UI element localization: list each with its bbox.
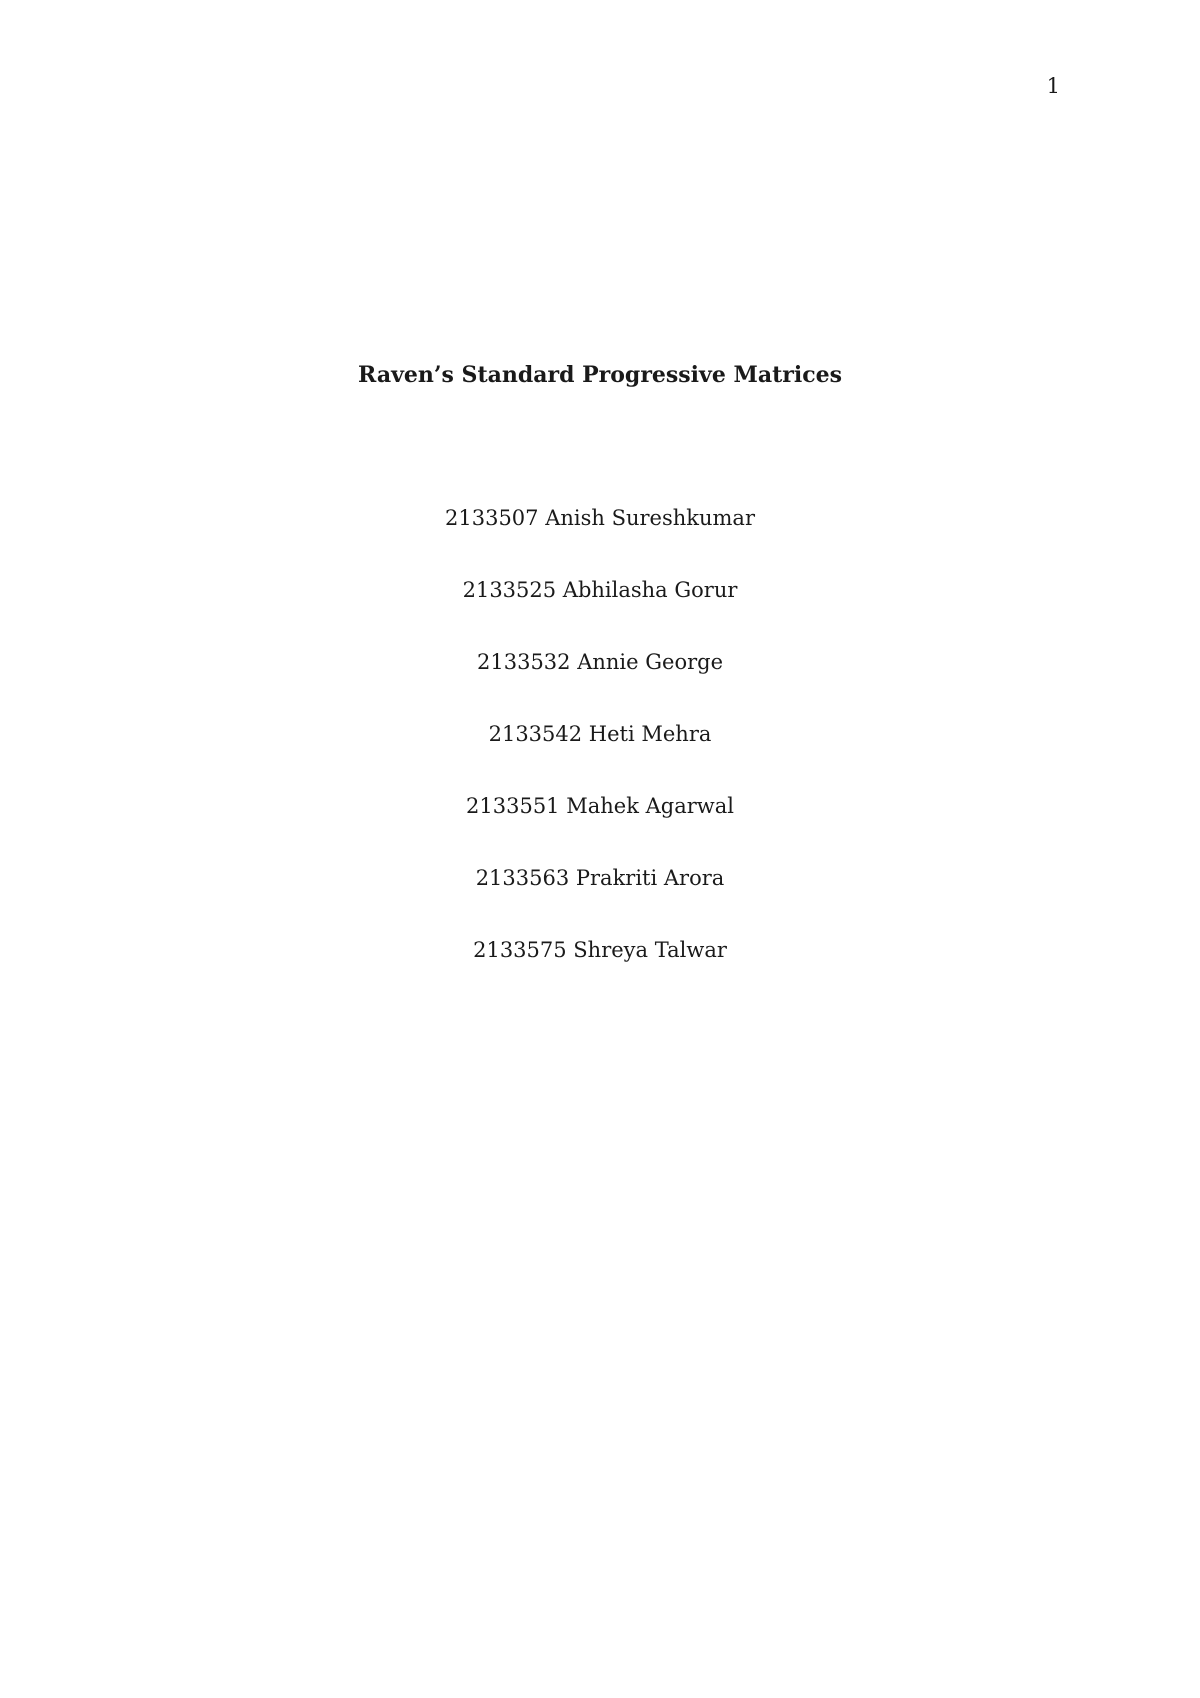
member-entry: 2133507 Anish Sureshkumar xyxy=(445,506,755,530)
member-list xyxy=(0,504,1200,1008)
member-entry: 2133532 Annie George xyxy=(477,650,723,674)
document-title: Raven’s Standard Progressive Matrices xyxy=(358,362,842,388)
member-entry: 2133551 Mahek Agarwal xyxy=(466,794,734,818)
page-number: 1 xyxy=(1046,74,1060,98)
member-entry: 2133575 Shreya Talwar xyxy=(473,938,727,962)
member-entry: 2133525 Abhilasha Gorur xyxy=(462,578,738,602)
member-entry: 2133563 Prakriti Arora xyxy=(475,866,725,890)
member-entry: 2133542 Heti Mehra xyxy=(488,722,712,746)
